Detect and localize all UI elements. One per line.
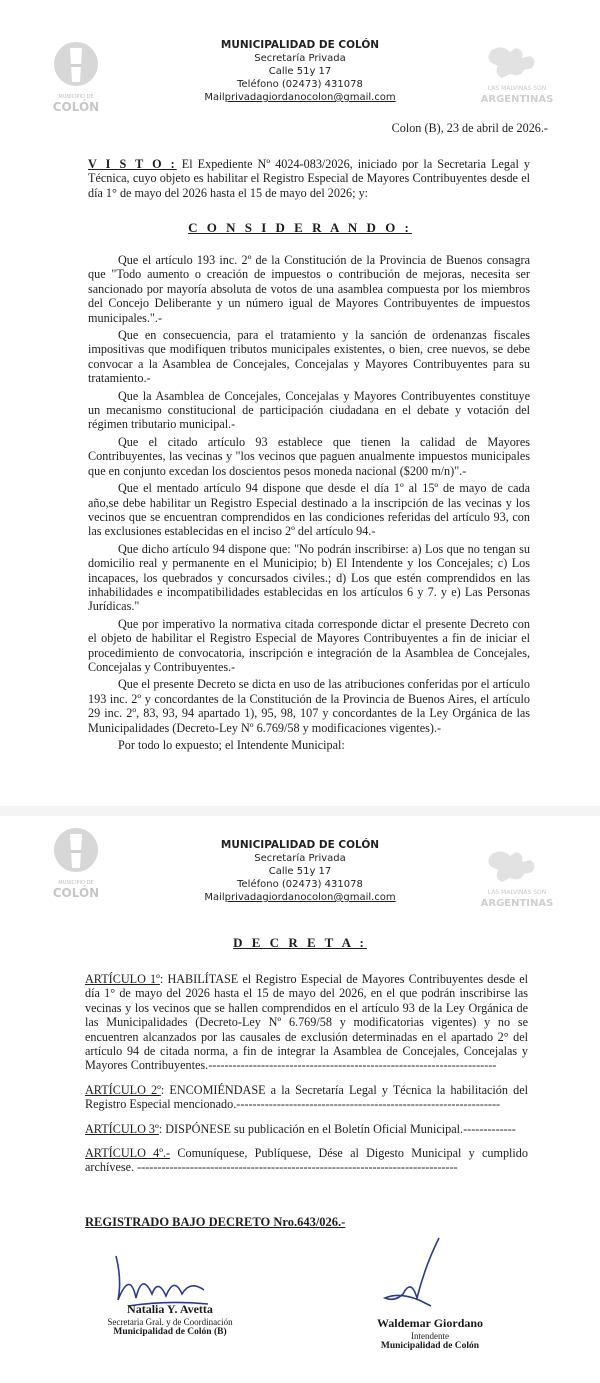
signature-block-avetta xyxy=(60,1302,280,1337)
visto-section xyxy=(88,157,530,200)
articulo-label: ARTÍCULO 3º xyxy=(85,1121,159,1136)
letterhead-office: Secretaría Privada xyxy=(254,853,346,864)
svg-text:LAS MALVINAS SON: LAS MALVINAS SON xyxy=(487,889,547,896)
letterhead-phone: Teléfono (02473) 431078 xyxy=(237,879,363,890)
signer-org: Municipalidad de Colón (B) xyxy=(113,1327,227,1337)
svg-text:MUNICIPIO DE: MUNICIPIO DE xyxy=(58,94,94,100)
document-date: Colon (B), 23 de abril de 2026.- xyxy=(391,121,548,135)
letterhead-mail-line xyxy=(150,91,450,104)
signer-name: Natalia Y. Avetta xyxy=(127,1302,213,1316)
svg-text:COLÓN: COLÓN xyxy=(52,100,100,114)
articulo-label: ARTÍCULO 4º.- xyxy=(85,1146,171,1161)
letterhead xyxy=(150,839,450,904)
signer-role: Secretaria Gral. y de Coordinación xyxy=(107,1317,233,1327)
considerando-body xyxy=(88,253,530,755)
considerando-paragraph: Que por imperativo la normativa citada corresponde dictar el presente Decreto con el objeto de habilitar el Registro Especial de Mayores Contribuyentes a fin de iniciar el procedimiento de convocatoria, inscripción e integración de la Asamblea de Concejales, Concejalas y Contribuyentes.- xyxy=(88,616,530,674)
articulo-text: : HABILÍTASE el Registro Especial de Mayores Contribuyentes desde el día 1° de mayo del 2026 hasta el 15 de mayo del 2026, en el que podrán inscribirse las vecinas y los vecinos que se hallen comprendidos en el artículo 93 de la Ley Orgánica de las Municipalidades (Decreto-Ley Nº 6.769/58 y modificatorias vigentes) y no se encuentren alcanzados por las causales de exclusión determinadas en el apartado 2° del artículo 94 de citada norma, a fin de integrar la Asamblea de Concejales, Concejalas y Mayores Contribuyentes.----------------------------------------------------------------------- xyxy=(85,972,528,1073)
signer-role: Intendente xyxy=(411,1331,449,1341)
articulo-text: : DISPÓNESE su publicación en el Boletín Oficial Municipal.------------- xyxy=(158,1121,516,1136)
articulo-2 xyxy=(85,1083,528,1112)
mail-prefix: Mail xyxy=(204,892,225,903)
considerando-paragraph: Que la Asamblea de Concejales, Concejalas y Mayores Contribuyentes constituye un mecanismo constitucional de participación ciudadana en el debate y votación del régimen tributario municipal.- xyxy=(88,388,530,432)
letterhead-title: MUNICIPALIDAD DE COLÓN xyxy=(220,839,380,851)
signature-block-giordano xyxy=(340,1316,520,1351)
articulo-label: ARTÍCULO 2º xyxy=(85,1082,161,1097)
letterhead-address: Calle 51y 17 xyxy=(268,866,332,877)
mail-link[interactable]: privadagiordanocolon@gmail.com xyxy=(224,892,396,903)
decreta-heading: D E C R E T A : xyxy=(233,935,367,950)
page-separator xyxy=(0,806,600,816)
malvinas-argentinas-logo xyxy=(472,842,562,912)
considerando-paragraph: Que el citado artículo 93 establece que tienen la calidad de Mayores Contribuyentes, las vecinas y "los vecinos que paguen anualmente impuestos municipales que en conjunto excedan los doscientos pesos moneda nacional ($200 m/n)".- xyxy=(88,434,530,478)
letterhead-title: MUNICIPALIDAD DE COLÓN xyxy=(220,39,380,51)
document-page-2 xyxy=(0,816,600,1383)
svg-text:LAS MALVINAS SON: LAS MALVINAS SON xyxy=(487,85,547,92)
svg-text:ARGENTINAS: ARGENTINAS xyxy=(480,94,554,105)
considerando-paragraph: Que el mentado artículo 94 dispone que desde el día 1º al 15º de mayo de cada año,se debe habilitar un Registro Especial destinado a la inscripción de las vecinas y los vecinos que se encuentran comprendidos en las condiciones referidas del artículo 93, con las exclusiones establecidas en el inciso 2º del artículo 94.- xyxy=(88,481,530,539)
visto-text: El Expediente Nº 4024-083/2026, iniciado por la Secretaria Legal y Técnica, cuyo objeto es habilitar el Registro Especial de Mayores Contribuyentes desde el día 1° de mayo del 2026 hasta el 15 de mayo del 2026; y: xyxy=(88,157,530,200)
articulo-text: : ENCOMIÉNDASE a la Secretaría Legal y Técnica la habilitación del Registro Especial mencionado.----------------------------------------------------------------- xyxy=(85,1082,529,1112)
letterhead xyxy=(150,39,450,104)
signer-name: Waldemar Giordano xyxy=(376,1316,484,1330)
registro-decreto: REGISTRADO BAJO DECRETO Nro.643/026.- xyxy=(85,1215,346,1229)
svg-text:MUNICIPIO DE: MUNICIPIO DE xyxy=(58,880,94,886)
considerando-paragraph: Por todo lo expuesto; el Intendente Municipal: xyxy=(118,738,345,752)
considerando-paragraph: Que el artículo 193 inc. 2º de la Constitución de la Provincia de Buenos consagra que "Todo aumento o creación de impuestos o contribución de mejoras, necesita ser sancionado por mayoría absoluta de votos de una asamblea compuesta por los miembros del Concejo Deliberante y un número igual de Mayores Contribuyentes de impuestos municipales.".- xyxy=(88,253,530,325)
articulo-3 xyxy=(85,1122,528,1136)
considerando-paragraph: Que el presente Decreto se dicta en uso de las atribuciones conferidas por el artículo 193 inc. 2º y concordantes de la Constitución de la Provincia de Buenos Aires, el artículo 29 inc. 2º, 83, 93, 94 apartado 1), 95, 98, 107 y concordantes de la Ley Orgánica de las Municipalidades (Decreto-Ley Nº 6.769/58 y modificaciones vigentes).- xyxy=(88,677,530,735)
municipio-colon-logo xyxy=(40,824,112,904)
considerando-paragraph: Que en consecuencia, para el tratamiento y la sanción de ordenanzas fiscales impositivas que modifiquen tributos municipales existentes, o bien, cree nuevos, se debe convocar a la Asamblea de Concejales, Concejalas y Mayores Contribuyentes para su tratamiento.- xyxy=(88,328,530,386)
articulo-label: ARTÍCULO 1º xyxy=(85,972,160,986)
mail-prefix: Mail xyxy=(204,92,225,103)
letterhead-mail-line xyxy=(150,891,450,904)
considerando-paragraph: Que dicho artículo 94 dispone que: "No podrán inscribirse: a) Los que no tengan su domicilio real y permanente en el Municipio; b) El Intendente y los Concejales; c) Los incapaces, los quebrados y concursados civiles.; d) Los que estén comprendidos en las inhabilidades e incompatibilidades establecidas en los artículos 6 y 7. y e) Las Personas Jurídicas." xyxy=(88,541,530,614)
letterhead-office: Secretaría Privada xyxy=(254,53,346,64)
municipio-colon-logo xyxy=(40,38,112,118)
signature-giordano-scribble xyxy=(355,1236,465,1316)
considerando-heading: C O N S I D E R A N D O : xyxy=(188,220,412,235)
letterhead-phone: Teléfono (02473) 431078 xyxy=(237,79,363,90)
articulo-1 xyxy=(85,972,528,1073)
articulo-text: Comuníquese, Publíquese, Dése al Digesto Municipal y cumplido archívese. ------------------------------------------------------------------------------- xyxy=(85,1146,528,1175)
signer-org: Municipalidad de Colón xyxy=(380,1341,480,1351)
articulos-body xyxy=(85,972,528,1185)
svg-text:COLÓN: COLÓN xyxy=(52,886,100,900)
svg-text:ARGENTINAS: ARGENTINAS xyxy=(480,898,554,909)
mail-link[interactable]: privadagiordanocolon@gmail.com xyxy=(224,92,396,103)
letterhead-address: Calle 51y 17 xyxy=(268,66,332,77)
visto-label: V I S T O : xyxy=(88,157,177,171)
malvinas-argentinas-logo xyxy=(472,38,562,108)
articulo-4 xyxy=(85,1146,528,1175)
